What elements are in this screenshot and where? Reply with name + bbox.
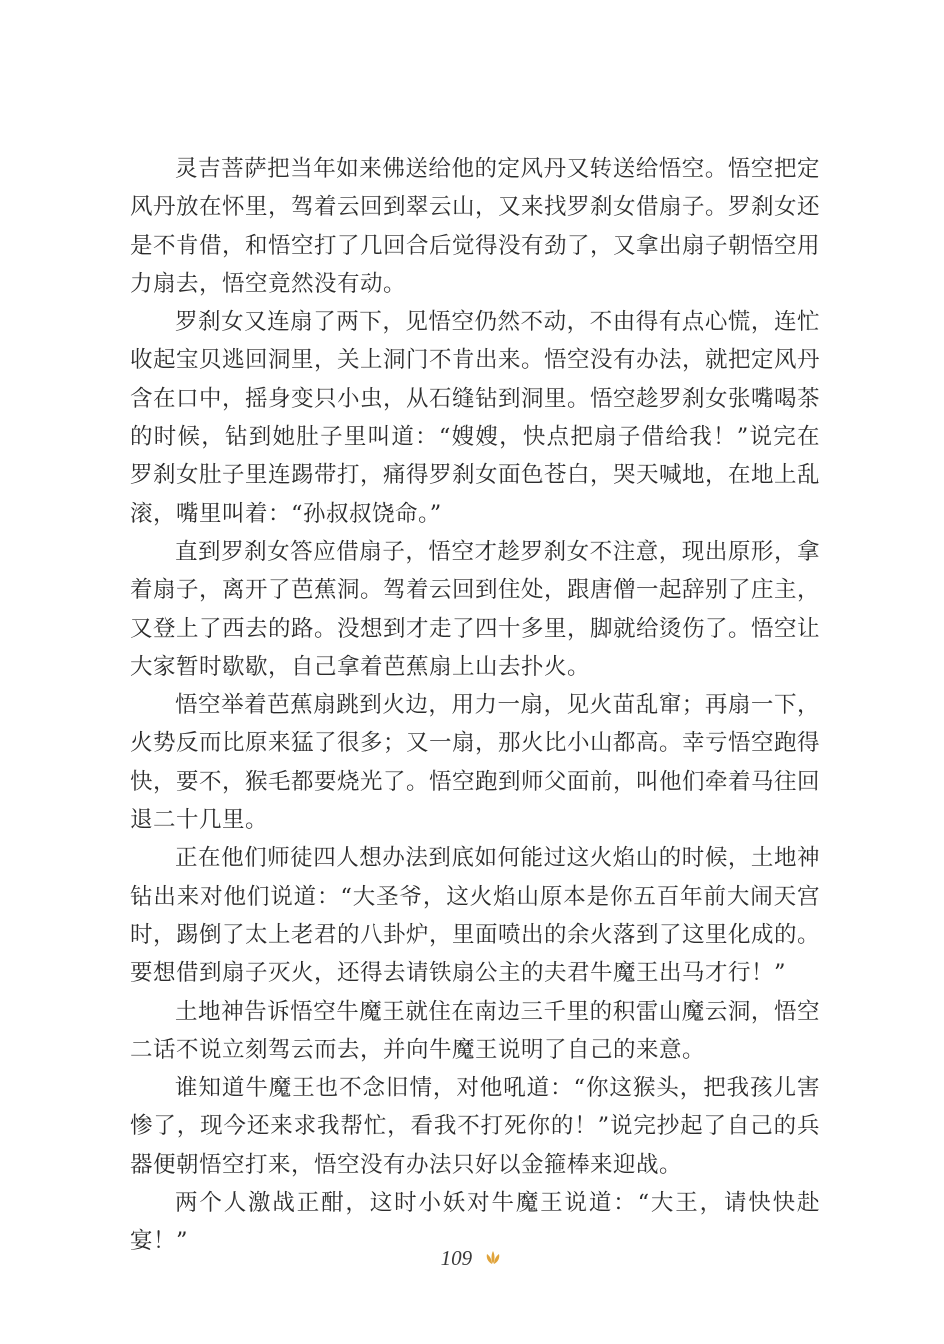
page-footer: [0, 1244, 944, 1271]
paragraph-4: 悟空举着芭蕉扇跳到火边，用力一扇，见火苗乱窜；再扇一下，火势反而比原来猛了很多；又一扇，那火比小山都高。幸亏悟空跑得快，要不，猴毛都要烧光了。悟空跑到师父面前，叫他们牵着马往回退二十几里。: [130, 692, 821, 834]
paragraph-1: 灵吉菩萨把当年如来佛送给他的定风丹又转送给悟空。悟空把定风丹放在怀里，驾着云回到翠云山，又来找罗刹女借扇子。罗刹女还是不肯借，和悟空打了几回合后觉得没有劲了，又拿出扇子朝悟空用力扇去，悟空竟然没有动。: [130, 156, 821, 297]
paragraph-7: 谁知道牛魔王也不念旧情，对他吼道：“你这猴头，把我孩儿害惨了，现今还来求我帮忙，看我不打死你的！”说完抄起了自己的兵器便朝悟空打来，悟空没有办法只好以金箍棒来迎战。: [130, 1075, 820, 1178]
paragraph-6: 土地神告诉悟空牛魔王就住在南边三千里的积雷山魔云洞，悟空二话不说立刻驾云而去，并向牛魔王说明了自己的来意。: [130, 998, 820, 1063]
paragraph-8: 两个人激战正酣，这时小妖对牛魔王说道：“大王，请快快赴宴！”: [130, 1190, 820, 1255]
body-text: [130, 150, 820, 1261]
paragraph-3: 直到罗刹女答应借扇子，悟空才趁罗刹女不注意，现出原形，拿着扇子，离开了芭蕉洞。驾着云回到住处，跟唐僧一起辞别了庄主，又登上了西去的路。没想到才走了四十多里，脚就给烫伤了。悟空让大家暂时歇歇，自己拿着芭蕉扇上山去扑火。: [130, 538, 821, 680]
lotus-leaf-icon: [483, 1250, 503, 1266]
paragraph-5: 正在他们师徒四人想办法到底如何能过这火焰山的时候，土地神钻出来对他们说道：“大圣爷，这火焰山原本是你五百年前大闹天宫时，踢倒了太上老君的八卦炉，里面喷出的余火落到了这里化成的。要想借到扇子灭火，还得去请铁扇公主的夫君牛魔王出马才行！”: [130, 845, 821, 987]
paragraph-2: 罗刹女又连扇了两下，见悟空仍然不动，不由得有点心慌，连忙收起宝贝逃回洞里，关上洞门不肯出来。悟空没有办法，就把定风丹含在口中，摇身变只小虫，从石缝钻到洞里。悟空趁罗刹女张嘴喝茶的时候，钻到她肚子里叫道：“嫂嫂，快点把扇子借给我！”说完在罗刹女肚子里连踢带打，痛得罗刹女面色苍白，哭天喊地，在地上乱滚，嘴里叫着：“孙叔叔饶命。”: [130, 309, 821, 527]
page-number: 109: [440, 1245, 473, 1270]
